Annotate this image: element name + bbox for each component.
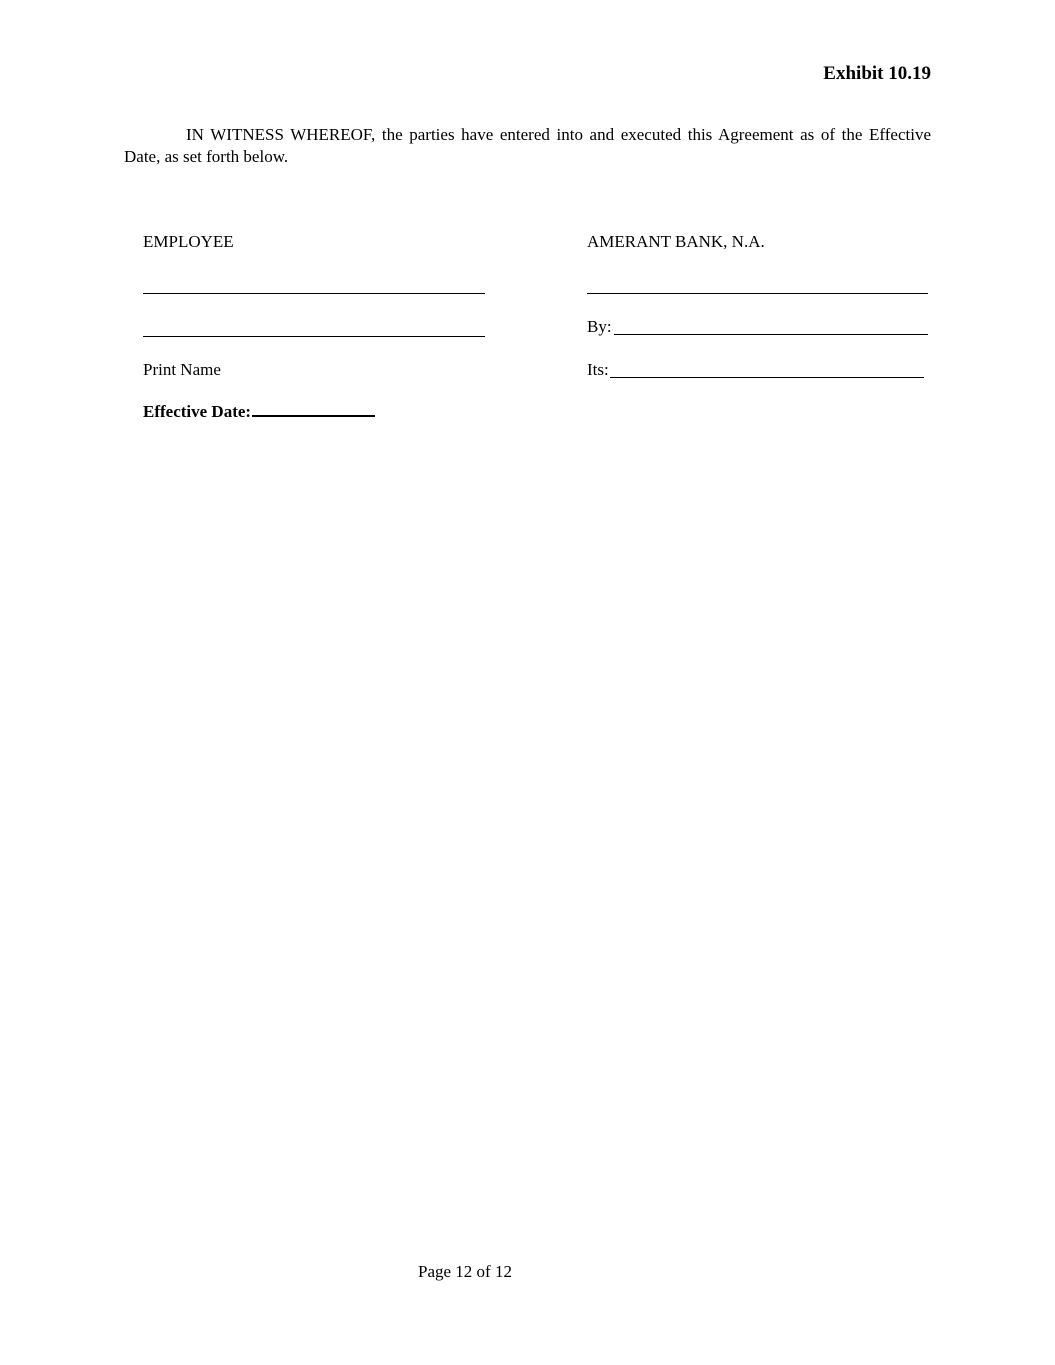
bank-signature-line[interactable] bbox=[587, 293, 928, 294]
print-name-label: Print Name bbox=[143, 360, 221, 379]
bank-heading: AMERANT BANK, N.A. bbox=[587, 232, 765, 251]
its-field[interactable] bbox=[587, 359, 924, 381]
employee-print-name-line[interactable] bbox=[143, 336, 485, 337]
employee-heading: EMPLOYEE bbox=[143, 232, 234, 251]
its-label: Its: bbox=[587, 360, 609, 379]
effective-date-line[interactable] bbox=[252, 414, 375, 417]
employee-signature-line[interactable] bbox=[143, 293, 485, 294]
witness-paragraph: IN WITNESS WHEREOF, the parties have entered into and executed this Agreement as of the Effective Date, as set forth below. bbox=[124, 125, 931, 166]
effective-date-field[interactable] bbox=[143, 401, 375, 423]
exhibit-label: Exhibit 10.19 bbox=[823, 63, 931, 84]
its-title-line[interactable] bbox=[610, 377, 924, 378]
by-field[interactable] bbox=[587, 316, 928, 338]
page-number: Page 12 of 12 bbox=[418, 1262, 512, 1281]
effective-date-label: Effective Date: bbox=[143, 402, 252, 421]
by-signature-line[interactable] bbox=[614, 334, 928, 335]
by-label: By: bbox=[587, 317, 612, 336]
